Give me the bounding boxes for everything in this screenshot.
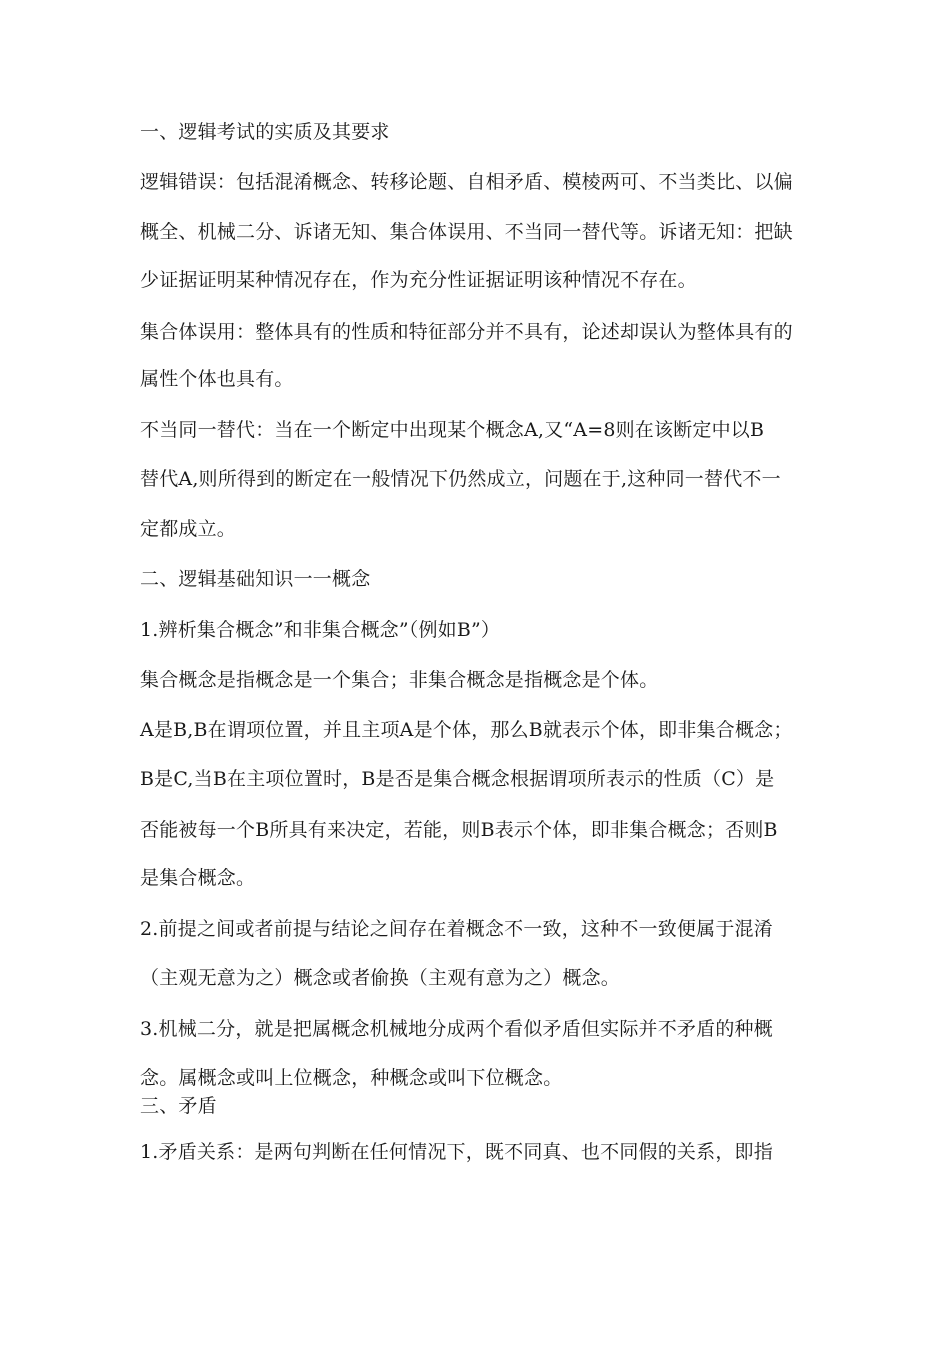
paragraph-line: B是C,当B在主项位置时，B是否是集合概念根据谓项所表示的性质（C）是 xyxy=(140,768,775,790)
paragraph-line: 2.前提之间或者前提与结论之间存在着概念不一致，这种不一致便属于混淆 xyxy=(140,918,773,940)
paragraph-line: 不当同一替代：当在一个断定中出现某个概念A,又“A=8则在该断定中以B xyxy=(140,419,765,441)
paragraph-line: 逻辑错误：包括混淆概念、转移论题、自相矛盾、模棱两可、不当类比、以偏 xyxy=(140,171,793,193)
section-heading-3: 三、矛盾 xyxy=(140,1095,217,1117)
paragraph-line: 定都成立。 xyxy=(140,518,237,540)
section-heading-2: 二、逻辑基础知识一一概念 xyxy=(140,568,371,590)
paragraph-line: 概全、机械二分、诉诸无知、集合体误用、不当同一替代等。诉诸无知：把缺 xyxy=(140,221,793,243)
paragraph-line: 少证据证明某种情况存在，作为充分性证据证明该种情况不存在。 xyxy=(140,269,697,291)
paragraph-line: 1.辨析集合概念”和非集合概念”（例如B”） xyxy=(140,619,501,641)
paragraph-line: 集合体误用：整体具有的性质和特征部分并不具有，论述却误认为整体具有的 xyxy=(140,321,793,343)
paragraph-line: 1.矛盾关系：是两句判断在任何情况下，既不同真、也不同假的关系，即指 xyxy=(140,1141,773,1163)
paragraph-line: 否能被每一个B所具有来决定，若能，则B表示个体，即非集合概念；否则B xyxy=(140,819,778,841)
paragraph-line: 是集合概念。 xyxy=(140,867,256,889)
paragraph-line: 3.机械二分，就是把属概念机械地分成两个看似矛盾但实际并不矛盾的种概 xyxy=(140,1018,773,1040)
paragraph-line: A是B,B在谓项位置，并且主项A是个体，那么B就表示个体，即非集合概念； xyxy=(140,719,793,741)
paragraph-line: 集合概念是指概念是一个集合；非集合概念是指概念是个体。 xyxy=(140,669,659,691)
paragraph-line: 替代A,则所得到的断定在一般情况下仍然成立，问题在于,这种同一替代不一 xyxy=(140,468,781,490)
paragraph-line: 属性个体也具有。 xyxy=(140,368,294,390)
paragraph-line: 念。属概念或叫上位概念，种概念或叫下位概念。 xyxy=(140,1067,563,1089)
paragraph-line: （主观无意为之）概念或者偷换（主观有意为之）概念。 xyxy=(140,967,621,989)
section-heading-1: 一、逻辑考试的实质及其要求 xyxy=(140,121,390,143)
